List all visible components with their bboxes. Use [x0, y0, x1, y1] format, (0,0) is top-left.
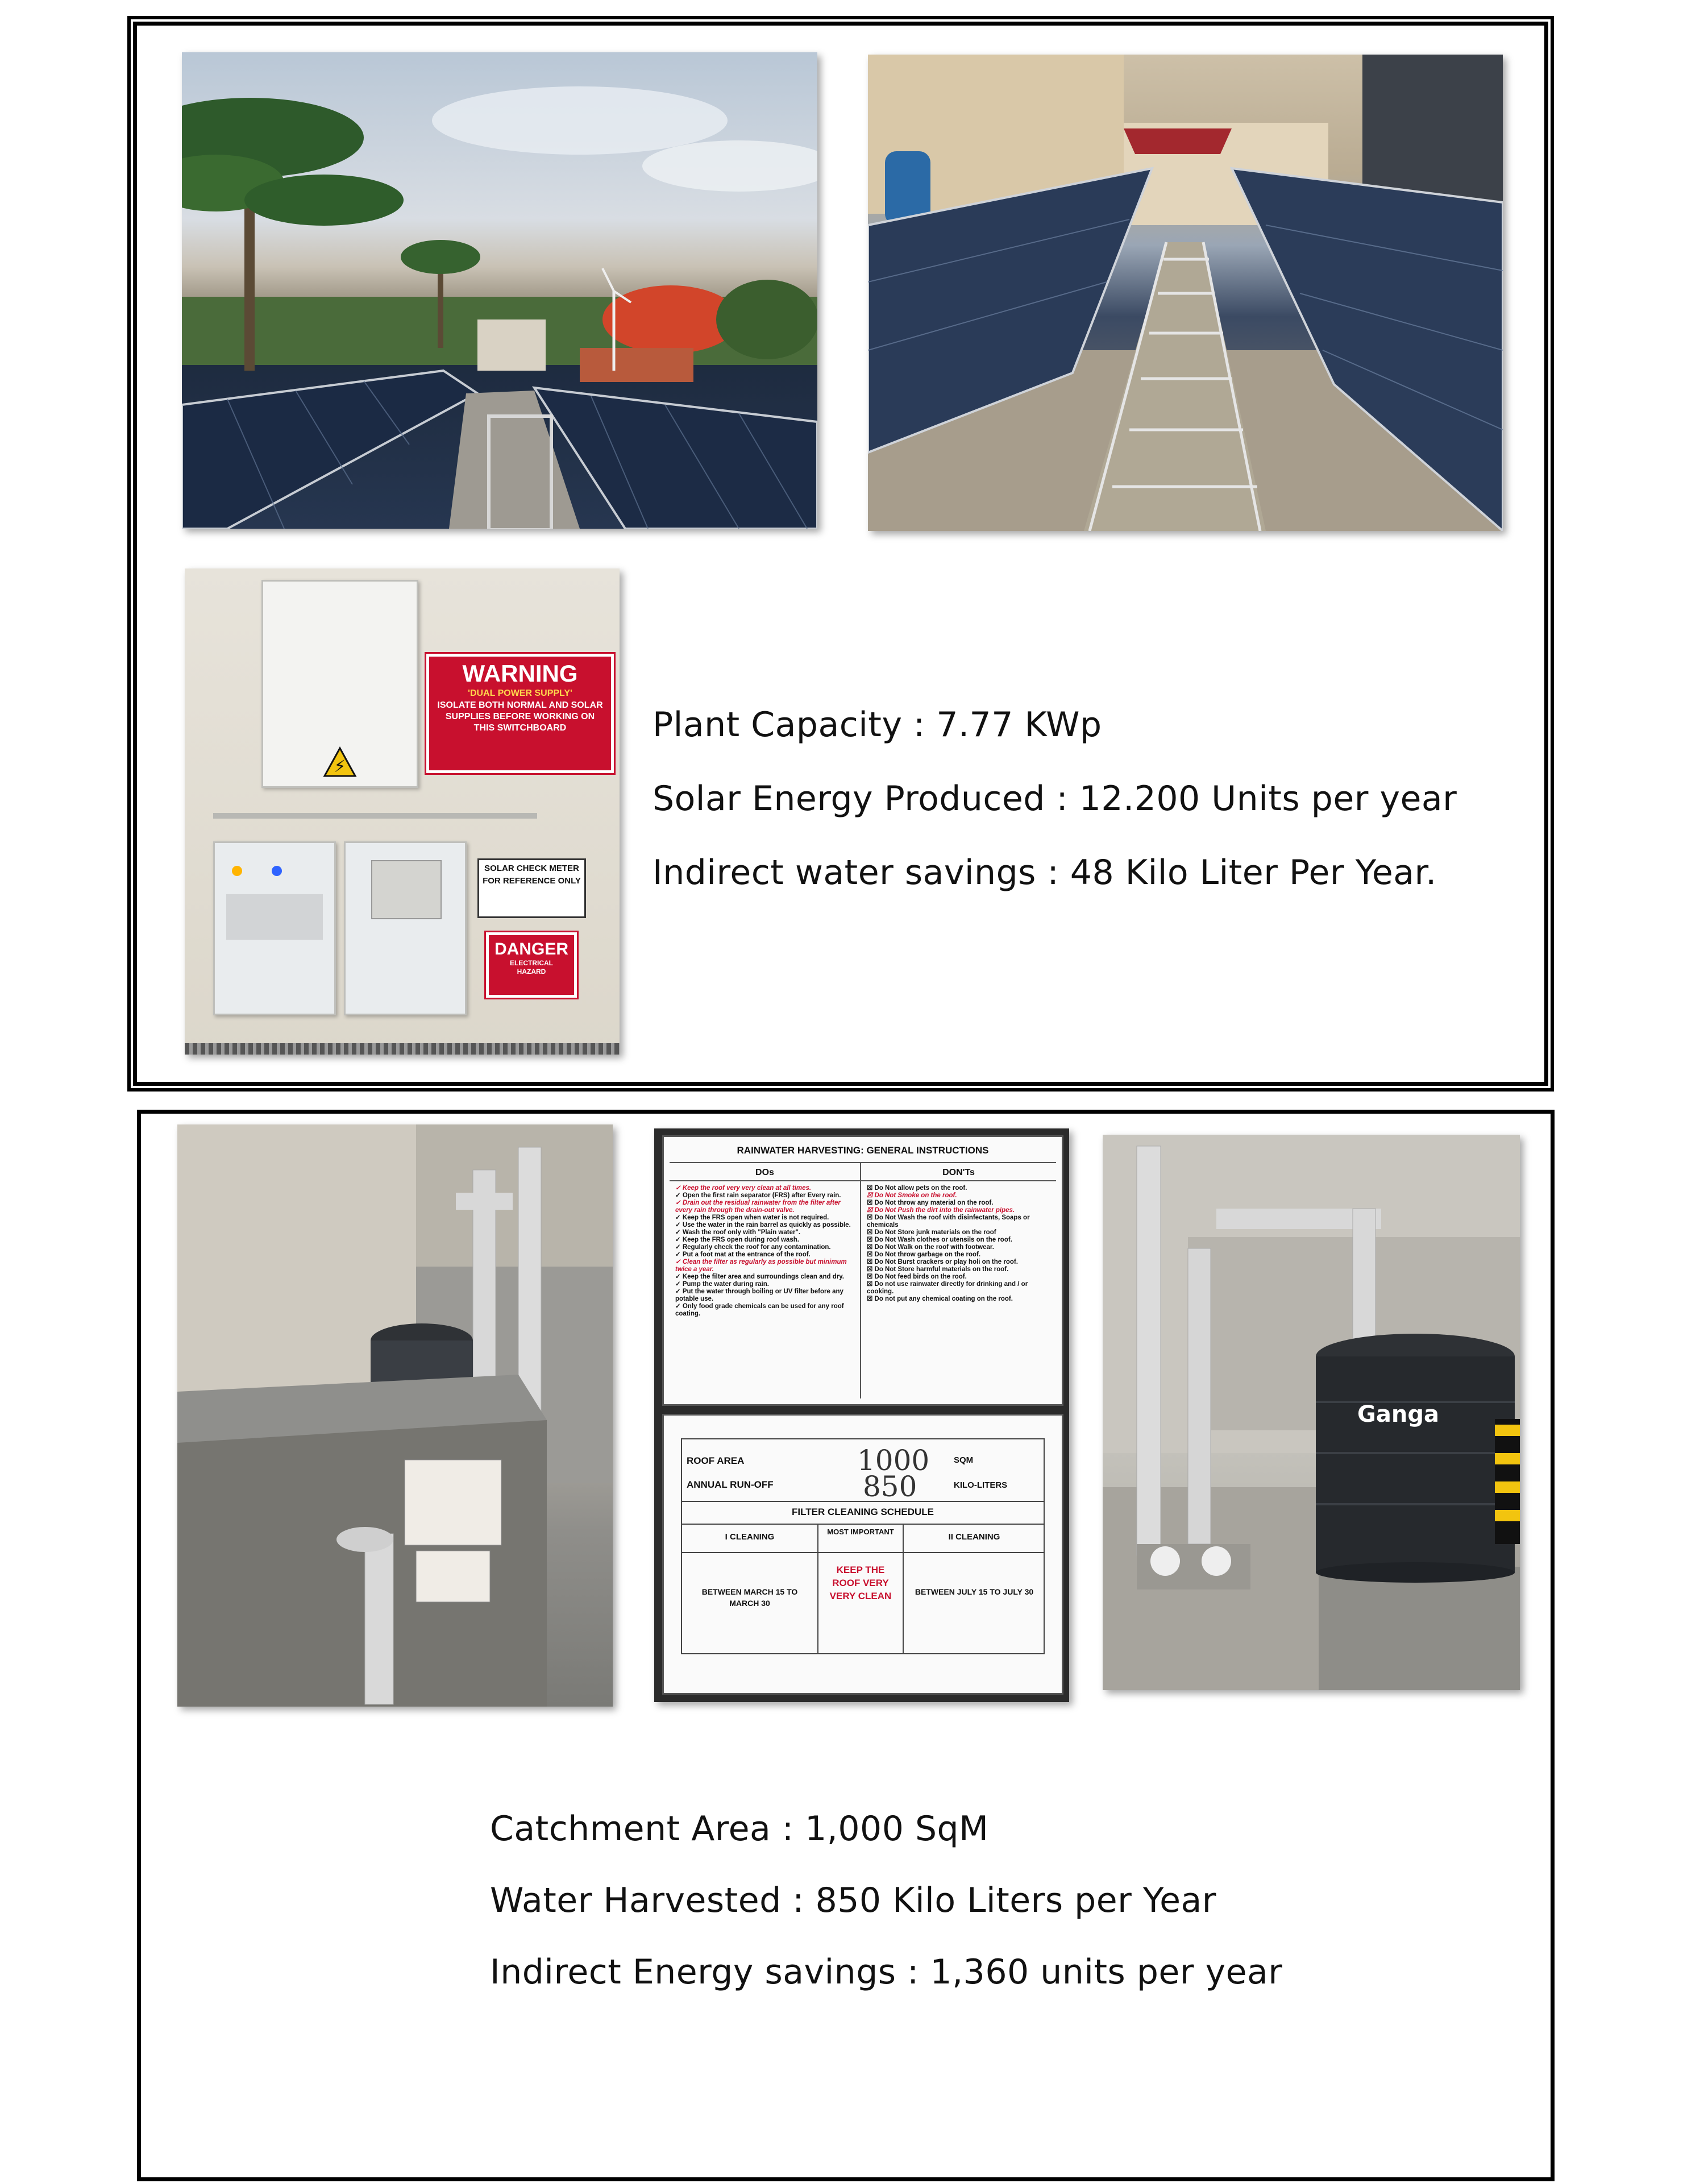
svg-text:⚡: ⚡ [334, 757, 346, 777]
donts-item: ☒ Do Not throw any material on the roof. [867, 1200, 994, 1206]
solar-stat-energy-produced: Solar Energy Produced : 12.200 Units per year [653, 779, 1457, 819]
donts-item: ☒ Do Not Store harmful materials on the roof. [867, 1266, 1009, 1273]
dos-item: ✓ Keep the FRS open during roof wash. [675, 1236, 799, 1243]
dos-item: ✓ Keep the filter area and surroundings clean and dry. [675, 1273, 845, 1280]
stat-value: 850 Kilo Liters per Year [815, 1881, 1216, 1920]
danger-sign [486, 932, 577, 998]
filter-pit-scene [177, 1124, 613, 1707]
solar-stat-plant-capacity: Plant Capacity : 7.77 KWp [653, 705, 1102, 745]
donts-header: DON'Ts [942, 1168, 975, 1177]
rainwater-tank-photo [1103, 1135, 1520, 1690]
dos-item: ✓ Regularly check the roof for any contamination. [675, 1244, 831, 1251]
meter-box [344, 841, 467, 1015]
donts-item: ☒ Do Not Burst crackers or play holi on the roof. [867, 1259, 1018, 1265]
stat-label: Solar Energy Produced [653, 779, 1045, 819]
dos-item: ✓ Wash the roof only with "Plain water". [675, 1229, 801, 1236]
donts-item: ☒ Do Not Store junk materials on the roof [867, 1229, 996, 1236]
dos-item: ✓ Put the water through boiling or UV filter before any potable use. [675, 1288, 843, 1302]
warning-title: WARNING [462, 660, 578, 687]
rainwater-filter-pit-photo [177, 1124, 613, 1707]
rooftop-solar-photo-2 [868, 55, 1503, 531]
donts-item: ☒ Do Not Smoke on the roof. [867, 1192, 957, 1199]
junction-box [261, 580, 418, 788]
mounting-rail [213, 813, 537, 819]
water-stat-energy-savings: Indirect Energy savings : 1,360 units per year [490, 1952, 1283, 1992]
stat-label: Indirect Energy savings [490, 1952, 896, 1992]
tank-brand-label: Ganga [1357, 1401, 1439, 1427]
electric-hazard-icon [323, 746, 357, 778]
rooftop-solar-scene-2 [868, 55, 1503, 531]
dos-item: ✓ Keep the FRS open when water is not required. [675, 1214, 829, 1221]
stat-label: Indirect water savings [653, 853, 1036, 893]
second-cleaning-header: II CLEANING [948, 1532, 1000, 1542]
roof-area-label: ROOF AREA [687, 1455, 745, 1466]
dos-item: ✓ Use the water in the rain barrel as quickly as possible. [675, 1222, 851, 1229]
dos-header: DOs [755, 1168, 774, 1177]
stat-value: 7.77 KWp [936, 705, 1102, 745]
stat-value: 48 Kilo Liter Per Year. [1070, 853, 1437, 893]
stat-value: 12.200 Units per year [1079, 779, 1457, 819]
donts-item: ☒ Do Not Wash clothes or utensils on the roof. [867, 1236, 1012, 1243]
stat-label: Plant Capacity [653, 705, 903, 745]
warning-sign [426, 654, 614, 773]
donts-item: ☒ Do Not throw garbage on the roof. [867, 1251, 981, 1258]
donts-item: ☒ Do Not allow pets on the roof. [867, 1185, 967, 1192]
filter-schedule-board [662, 1414, 1063, 1695]
most-important-text: KEEP THE ROOF VERY VERY CLEAN [829, 1564, 892, 1601]
danger-text: ELECTRICAL HAZARD [510, 959, 553, 976]
warning-subtitle: 'DUAL POWER SUPPLY' [468, 688, 572, 698]
solar-check-meter-sign: SOLAR CHECK METER FOR REFERENCE ONLY [477, 858, 586, 918]
dos-item: ✓ Clean the filter as regularly as possible but minimum twice a year. [675, 1259, 847, 1273]
instructions-title: RAINWATER HARVESTING: GENERAL INSTRUCTIONS [737, 1145, 989, 1156]
dos-item: ✓ Drain out the residual rainwater from the filter after every rain through the drain-out valve. [675, 1200, 841, 1214]
donts-item: ☒ Do Not Walk on the roof with footwear. [867, 1244, 994, 1251]
general-instructions-board [662, 1135, 1063, 1406]
donts-item: ☒ Do Not Push the dirt into the rainwater pipes. [867, 1207, 1015, 1214]
stat-value: 1,000 SqM [805, 1809, 989, 1849]
dos-item: ✓ Keep the roof very very clean at all times. [675, 1185, 812, 1192]
donts-item: ☒ Do Not feed birds on the roof. [867, 1273, 967, 1280]
dos-item: ✓ Pump the water during rain. [675, 1281, 769, 1288]
danger-title: DANGER [494, 940, 568, 958]
rainwater-instruction-boards-photo [654, 1128, 1069, 1702]
first-cleaning-text: BETWEEN MARCH 15 TO MARCH 30 [701, 1587, 798, 1608]
water-stat-catchment-area: Catchment Area : 1,000 SqM [490, 1809, 989, 1849]
donts-item: ☒ Do not put any chemical coating on the roof. [867, 1296, 1013, 1302]
second-cleaning-text: BETWEEN JULY 15 TO JULY 30 [915, 1587, 1034, 1596]
dos-item: ✓ Open the first rain separator (FRS) after Every rain. [675, 1192, 841, 1199]
donts-item: ☒ Do Not Wash the roof with disinfectants, Soaps or chemicals [867, 1214, 1030, 1229]
rooftop-solar-photo-1 [182, 52, 817, 529]
stat-value: 1,360 units per year [930, 1952, 1283, 1992]
dos-item: ✓ Put a foot mat at the entrance of the roof. [675, 1251, 811, 1258]
stat-label: Catchment Area [490, 1809, 771, 1849]
dos-list [675, 1185, 857, 1318]
rainwater-tank-scene [1103, 1135, 1520, 1690]
first-cleaning-header: I CLEANING [725, 1532, 775, 1542]
donts-list [867, 1185, 1054, 1303]
stat-label: Water Harvested [490, 1881, 782, 1920]
runoff-value: 850 [863, 1470, 917, 1503]
most-important-header: MOST IMPORTANT [827, 1528, 894, 1536]
roof-area-unit: SQM [954, 1455, 974, 1465]
roof-area-value: 1000 [857, 1444, 930, 1477]
dos-item: ✓ Only food grade chemicals can be used for any roof coating. [675, 1303, 844, 1317]
rooftop-solar-scene-1 [182, 52, 817, 529]
water-stat-water-harvested: Water Harvested : 850 Kilo Liters per Year [490, 1881, 1216, 1920]
dc-distribution-box [213, 841, 336, 1015]
schedule-title: FILTER CLEANING SCHEDULE [792, 1506, 934, 1517]
donts-item: ☒ Do not use rainwater directly for drinking and / or cooking. [867, 1281, 1028, 1295]
solar-stat-water-savings: Indirect water savings : 48 Kilo Liter Per Year. [653, 853, 1437, 893]
runoff-label: ANNUAL RUN-OFF [687, 1479, 774, 1490]
runoff-unit: KILO-LITERS [954, 1480, 1008, 1490]
floor-vent [185, 1043, 620, 1055]
warning-text: ISOLATE BOTH NORMAL AND SOLAR SUPPLIES BEFORE WORKING ON THIS SWITCHBOARD [437, 700, 603, 733]
switchboard-photo [185, 568, 620, 1055]
